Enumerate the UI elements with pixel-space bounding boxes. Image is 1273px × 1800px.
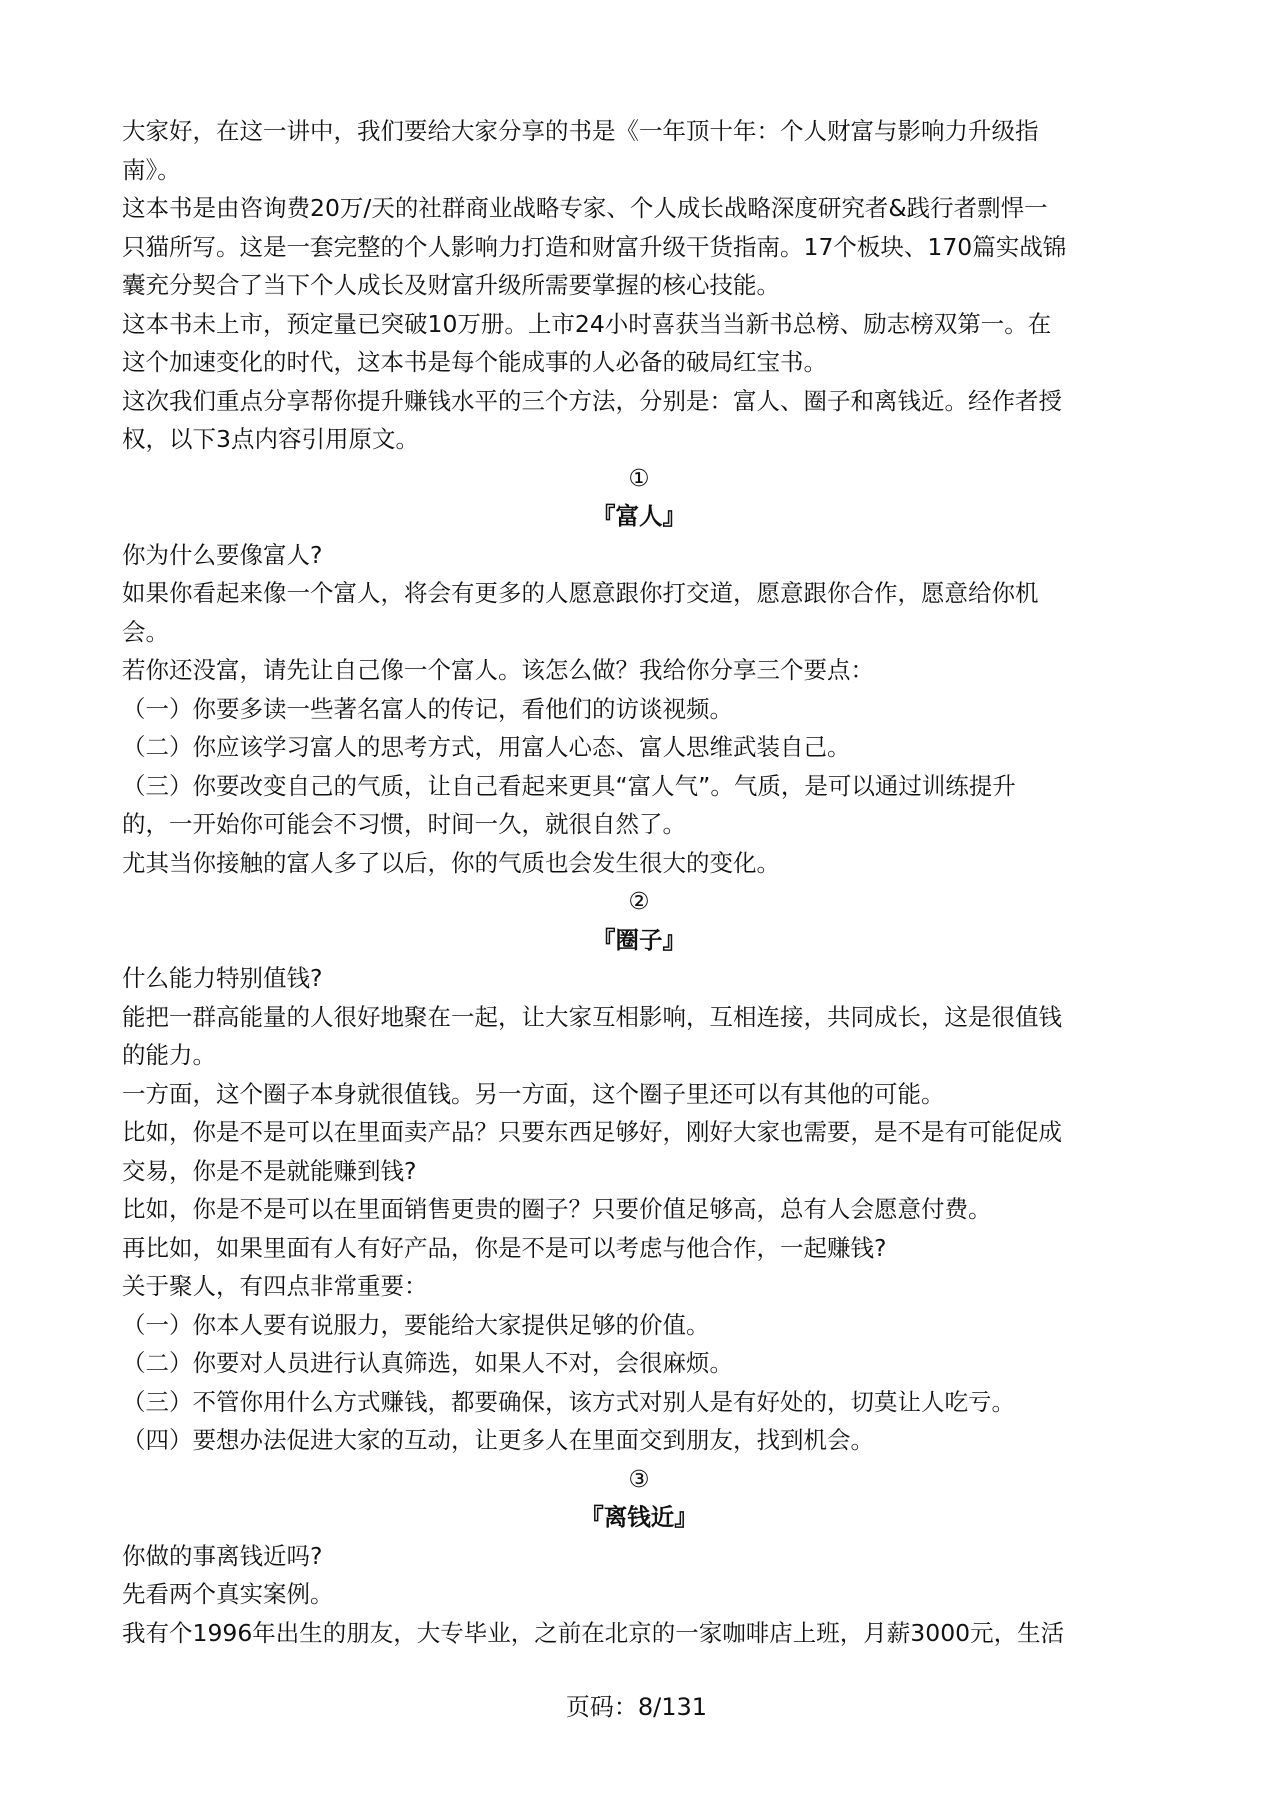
section-number: ③ [628, 1464, 650, 1493]
text-line: 这本书是由咨询费20万/天的社群商业战略专家、个人成长战略深度研究者&践行者剽悍一 [122, 194, 1048, 222]
section-title: 『富人』 [592, 502, 686, 530]
text-line: 交易，你是不是就能赚到钱? [122, 1156, 417, 1185]
text-line: 的，一开始你可能会不习惯，时间一久，就很自然了。 [122, 810, 686, 838]
text-line: 囊充分契合了当下个人成长及财富升级所需要掌握的核心技能。 [122, 271, 780, 299]
section-number: ② [628, 887, 650, 915]
section-title: 『圈子』 [592, 925, 686, 954]
text-line: 这次我们重点分享帮你提升赚钱水平的三个方法，分别是：富人、圈子和离钱近。经作者授 [122, 386, 1062, 415]
page-number: 页码：8/131 [565, 1693, 708, 1721]
intro-paragraphs [122, 112, 1156, 459]
text-line: 先看两个真实案例。 [122, 1580, 334, 1608]
text-line: 你做的事离钱近吗? [122, 1541, 323, 1570]
text-line: 再比如，如果里面有人有好产品，你是不是可以考虑与他合作，一起赚钱? [122, 1233, 887, 1262]
text-line: 比如，你是不是可以在里面卖产品？只要东西足够好，刚好大家也需要，是不是有可能促成 [122, 1118, 1062, 1146]
text-line: 能把一群高能量的人很好地聚在一起，让大家互相影响，互相连接，共同成长，这是很值钱 [122, 1002, 1062, 1031]
text-line: 的能力。 [122, 1041, 216, 1069]
section-number: ① [628, 463, 650, 492]
text-line: 什么能力特别值钱? [122, 964, 323, 992]
text-line: （二）你应该学习富人的思考方式，用富人心态、富人思维武装自己。 [122, 733, 851, 761]
text-line: 会。 [122, 617, 169, 646]
text-line: 这本书未上市，预定量已突破10万册。上市24小时喜获当当新书总榜、励志榜双第一。在 [122, 309, 1052, 338]
text-line: （三）你要改变自己的气质，让自己看起来更具“富人气”。气质，是可以通过训练提升 [122, 771, 1016, 800]
text-line: 一方面，这个圈子本身就很值钱。另一方面，这个圈子里还可以有其他的可能。 [122, 1079, 945, 1108]
document-content [122, 112, 1156, 1652]
text-line: 如果你看起来像一个富人，将会有更多的人愿意跟你打交道，愿意跟你合作，愿意给你机 [122, 579, 1039, 607]
text-line: 若你还没富，请先让自己像一个富人。该怎么做？我给你分享三个要点： [122, 656, 874, 684]
text-line: 尤其当你接触的富人多了以后，你的气质也会发生很大的变化。 [122, 848, 780, 877]
text-line: （二）你要对人员进行认真筛选，如果人不对，会很麻烦。 [122, 1349, 733, 1377]
text-line: 关于聚人，有四点非常重要： [122, 1272, 428, 1300]
section-rich-people [122, 459, 1156, 883]
section-circle [122, 882, 1156, 1460]
text-line: 你为什么要像富人? [122, 540, 323, 569]
text-line: 权，以下3点内容引用原文。 [122, 425, 419, 453]
text-line: （一）你要多读一些著名富人的传记，看他们的访谈视频。 [122, 694, 733, 723]
text-line: （三）不管你用什么方式赚钱，都要确保，该方式对别人是有好处的，切莫让人吃亏。 [122, 1387, 1015, 1416]
text-line: （一）你本人要有说服力，要能给大家提供足够的价值。 [122, 1310, 710, 1339]
text-line: 这个加速变化的时代，这本书是每个能成事的人必备的破局红宝书。 [122, 348, 827, 376]
text-line: 我有个1996年出生的朋友，大专毕业，之前在北京的一家咖啡店上班，月薪3000元，生活 [122, 1618, 1065, 1647]
section-title: 『离钱近』 [580, 1503, 698, 1531]
text-line: 南》。 [122, 155, 181, 184]
text-line: 比如，你是不是可以在里面销售更贵的圈子？只要价值足够高，总有人会愿意付费。 [122, 1195, 992, 1223]
text-line: （四）要想办法促进大家的互动，让更多人在里面交到朋友，找到机会。 [122, 1426, 874, 1454]
text-line: 大家好，在这一讲中，我们要给大家分享的书是《一年顶十年：个人财富与影响力升级指 [122, 117, 1039, 145]
text-line: 只猫所写。这是一套完整的个人影响力打造和财富升级干货指南。17个板块、170篇实战锦 [122, 232, 1067, 261]
section-close-to-money [122, 1460, 1156, 1653]
